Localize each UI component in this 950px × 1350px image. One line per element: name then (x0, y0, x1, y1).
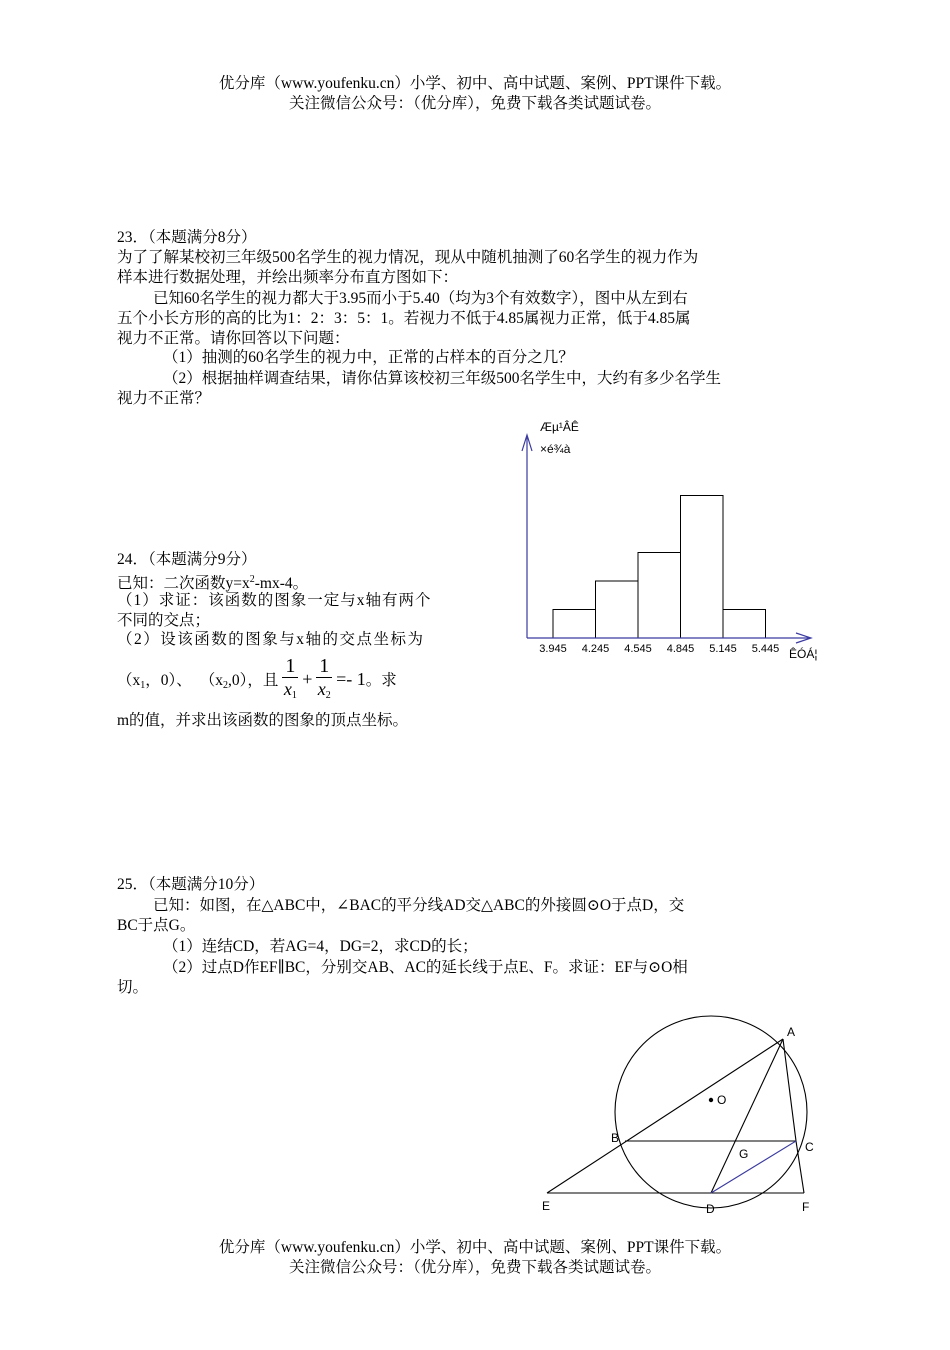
label-O: O (717, 1093, 727, 1107)
label-F: F (802, 1200, 810, 1214)
x-tick-label-5: 5.145 (709, 643, 737, 655)
q23-sub2-line2: 视力不正常？ (117, 390, 211, 407)
label-E: E (542, 1199, 551, 1213)
q23-para2-line3: 视力不正常。请你回答以下问题： (117, 330, 350, 347)
q25-para1-line2: BC于点G。 (117, 917, 196, 934)
vision-histogram (510, 415, 830, 665)
histogram-bar-5 (723, 610, 766, 639)
x-tick-label-1: 3.945 (539, 643, 567, 655)
q23-para2-line1: 已知60名学生的视力都大于3.95而小于5.40（均为3个有效数字），图中从左到右 (153, 290, 688, 307)
q25-sub2-line2: 切。 (117, 979, 149, 996)
x-tick-label-6: 5.445 (751, 643, 780, 655)
q23-title: 23．（本题满分8分） (117, 229, 257, 246)
q24-title: 24．（本题满分9分） (117, 551, 257, 568)
histogram-bar-2 (596, 581, 639, 638)
histogram-bar-3 (638, 553, 681, 639)
x-tick-labels (539, 643, 779, 655)
fraction-1-over-x1: $\frac{1}{x_1}$ (283, 655, 297, 702)
header-line-2: 关注微信公众号：（优分库），免费下载各类试题试卷。 (288, 95, 661, 112)
center-point-O (709, 1098, 713, 1102)
q23-para1-line2: 样本进行数据处理，并绘出频率分布直方图如下： (117, 269, 459, 286)
label-G: G (739, 1147, 749, 1161)
footer-line-1: 优分库（www.youfenku.cn）小学、初中、高中试题、案例、PPT课件下载。 (218, 1239, 732, 1256)
label-A: A (787, 1025, 796, 1039)
label-C: C (805, 1140, 814, 1154)
histogram-bar-1 (553, 610, 596, 639)
label-D: D (706, 1202, 715, 1216)
header-line-1: 优分库（www.youfenku.cn）小学、初中、高中试题、案例、PPT课件下载。 (218, 75, 732, 92)
q24-given: 已知：二次函数$y=x^2-mx-4$。 (117, 574, 309, 592)
q25-title: 25．（本题满分10分） (117, 876, 265, 893)
q25-sub2-line1: （2）过点D作EF∥BC，分别交AB、AC的延长线于点E、F。求证：EF与⊙O相 (163, 959, 688, 976)
q23-para2-line2: 五个小长方形的高的比为1：2：3：5：1。若视力不低于4.85属视力正常，低于4.85属 (117, 310, 691, 327)
histogram-bars (553, 496, 766, 639)
label-B: B (611, 1131, 620, 1145)
fraction-1-over-x2: $\frac{1}{x_2}$ (317, 655, 331, 702)
x-tick-label-4: 4.845 (666, 643, 695, 655)
q25-para1-line1: 已知：如图，在△ABC中，∠BAC的平分线AD交△ABC的外接圆⊙O于点D，交 (153, 897, 685, 914)
q24-condition: （$x_1$，0）、 $(x_2,0)$，且 $\frac{1}{x_1}$ + $\frac{1}{x_2}$ =- 1。求 (117, 654, 497, 711)
x-tick-label-2: 4.245 (581, 643, 610, 655)
q24-sub1-line2: 不同的交点； (117, 612, 211, 629)
q23-sub1: （1）抽测的60名学生的视力中，正常的占样本的百分之几？ (163, 349, 574, 366)
q24-sub2-line1: （2）设该函数的图象与x轴的交点坐标为 (117, 631, 425, 648)
line-AC (783, 1039, 796, 1141)
circumcircle (615, 1016, 807, 1208)
y-label-line1: Æµ¹ÂÊ (540, 420, 579, 434)
x-tick-label-3: 4.545 (624, 643, 652, 655)
footer-line-2: 关注微信公众号：（优分库），免费下载各类试题试卷。 (288, 1259, 661, 1276)
q23-sub2-line1: （2）根据抽样调查结果，请你估算该校初三年级500名学生中，大约有多少名学生 (163, 370, 722, 387)
y-label-line2: ×é¾à (540, 442, 571, 456)
x-label: ÊÓÁ¦ (789, 647, 818, 661)
q23-para1-line1: 为了了解某校初三年级500名学生的视力情况，现从中随机抽测了60名学生的视力作为 (117, 249, 699, 266)
histogram-bar-4 (681, 496, 724, 639)
circle-geometry-figure (530, 1015, 830, 1225)
q25-sub1: （1）连结CD，若AG=4，DG=2，求CD的长； (163, 938, 478, 955)
q24-sub1-line1: （1）求证：该函数的图象一定与x轴有两个 (117, 592, 432, 609)
q24-last-line: m的值，并求出该函数的图象的顶点坐标。 (117, 712, 409, 729)
